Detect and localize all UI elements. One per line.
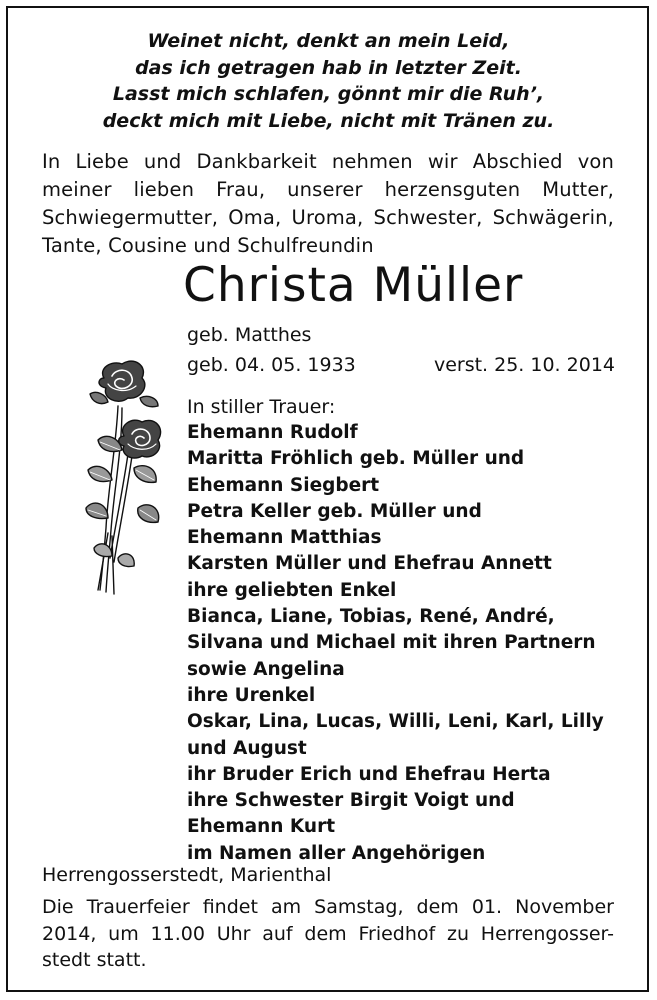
list-item: im Namen aller Angehörigen	[187, 842, 486, 864]
list-item: ihr Bruder Erich und Ehefrau Herta	[187, 763, 551, 785]
poem-line: Lasst mich schlafen, gönnt mir die Ruh’,	[112, 83, 545, 105]
mourners-list	[187, 420, 627, 867]
list-item: Ehemann Kurt	[187, 816, 336, 838]
list-item: Ehemann Matthias	[187, 527, 382, 549]
list-item: Maritta Fröhlich geb. Müller und	[187, 448, 525, 470]
deceased-name: Christa Müller	[183, 258, 524, 313]
intro-line: In Liebe und Dankbarkeit nehmen wir Abschied von	[42, 150, 614, 173]
funeral-line: 2014, um 11.00 Uhr auf dem Friedhof zu Herrengosser-	[42, 922, 614, 945]
funeral-line: stedt statt.	[42, 949, 147, 971]
funeral-line: Die Trauerfeier findet am Samstag, dem 01. November	[42, 896, 614, 918]
place-line: Herrengosserstedt, Marienthal	[42, 864, 332, 886]
mourning-heading: In stiller Trauer:	[187, 396, 336, 418]
death-date: verst. 25. 10. 2014	[433, 354, 615, 376]
intro-line: Schwiegermutter, Oma, Uroma, Schwester, Schwägerin,	[42, 206, 614, 229]
intro-text	[42, 148, 614, 260]
poem-line: deckt mich mit Liebe, nicht mit Tränen zu.	[102, 109, 555, 132]
birth-date: geb. 04. 05. 1933	[187, 354, 356, 376]
poem-line: das ich getragen hab in letzter Zeit.	[135, 56, 522, 79]
rose-icon	[78, 358, 174, 596]
list-item: und August	[187, 737, 307, 759]
list-item: Ehemann Siegbert	[187, 474, 380, 496]
list-item: Bianca, Liane, Tobias, René, André,	[187, 606, 555, 628]
list-item: ihre Urenkel	[187, 684, 316, 706]
intro-line: meiner lieben Frau, unserer herzensguten Mutter,	[42, 178, 614, 201]
funeral-notice	[42, 894, 614, 974]
list-item: Karsten Müller und Ehefrau Annett	[187, 553, 552, 575]
intro-line: Tante, Cousine und Schulfreundin	[42, 234, 374, 257]
maiden-name: geb. Matthes	[187, 324, 312, 346]
list-item: sowie Angelina	[187, 658, 345, 680]
poem	[0, 28, 657, 134]
list-item: Oskar, Lina, Lucas, Willi, Leni, Karl, Lilly	[187, 711, 604, 733]
list-item: ihre Schwester Birgit Voigt und	[187, 790, 515, 812]
list-item: Ehemann Rudolf	[187, 422, 358, 443]
list-item: Silvana und Michael mit ihren Partnern	[187, 632, 596, 654]
list-item: Petra Keller geb. Müller und	[187, 500, 482, 522]
poem-line: Weinet nicht, denkt an mein Leid,	[147, 30, 510, 52]
list-item: ihre geliebten Enkel	[187, 579, 397, 601]
